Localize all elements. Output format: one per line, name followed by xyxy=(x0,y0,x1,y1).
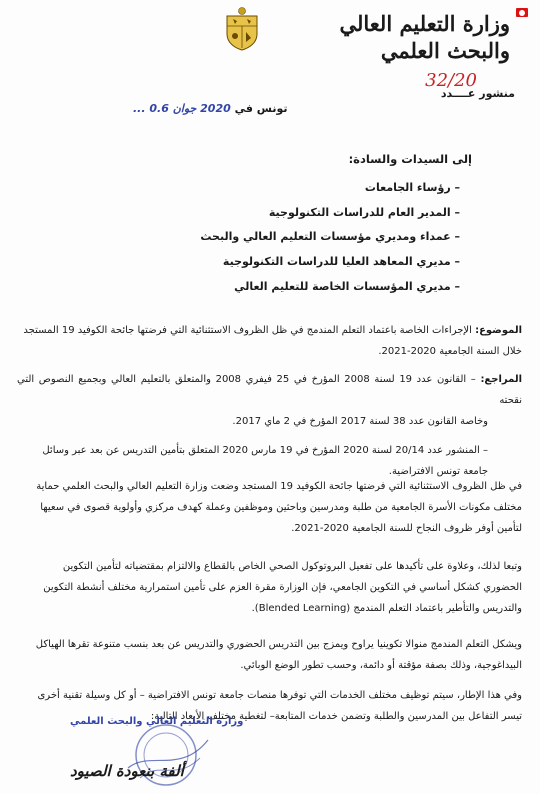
paragraph-line: ويشكل التعلم المندمج منوالا تكوينيا يراوح ويمزج بين التدريس الحضوري والتدريس عن بعد بنسب متنوعة تقرها الهياكل xyxy=(35,639,522,650)
recipient-item: – مديري المعاهد العليا للدراسات التكنولوجية xyxy=(80,255,460,268)
reference-1-line-2: وخاصة القانون عدد 38 لسنة 2017 المؤرخ في 2 ماي 2017. xyxy=(232,416,488,427)
ministry-line-1: وزارة التعليم العالي xyxy=(339,11,510,36)
reference-1-line-1: – القانون عدد 19 لسنة 2008 المؤرخ في 25 فيفري 2008 والمتعلق بالتعليم العالي وبجميع النصوص التي نقحته xyxy=(17,374,522,406)
paragraph-2 xyxy=(17,556,522,619)
recipient-item: – مديري المؤسسات الخاصة للتعليم العالي xyxy=(80,280,460,293)
circular-number-block xyxy=(425,70,515,101)
paragraph-line: تيسر التفاعل بين المدرسين والطلبة وتضمن خدمات المتابعة– لتغطية مختلف الأبعاد التالية: xyxy=(150,711,522,722)
paragraph-line: وتبعا لذلك، وعلاوة على تأكيدها على تفعيل البروتوكول الصحي الخاص بالقطاع والالتزام بمقتضياته لتأمين التكوين xyxy=(62,561,522,572)
paragraph-line: لتأمين أوفر ظروف النجاح للسنة الجامعية 2020-2021. xyxy=(291,523,522,534)
signature-title: وزارة التعليم العالي والبحث العلمي xyxy=(70,716,244,727)
circular-number-label: منشور عــــدد xyxy=(440,87,515,100)
ministry-line-2: والبحث العلمي xyxy=(380,38,510,63)
paragraph-3 xyxy=(17,634,522,676)
ministry-header xyxy=(339,10,510,64)
reference-2-line-1: – المنشور عدد 20/14 لسنة 2020 المؤرخ في 19 مارس 2020 المتعلق بتأمين التدريس عن بعد عبر وسائل xyxy=(42,445,488,456)
references-block xyxy=(17,369,522,482)
date-prefix: تونس في xyxy=(234,102,288,115)
issue-date xyxy=(133,102,288,115)
subject-block xyxy=(17,320,522,362)
recipient-item: – عمداء ومديري مؤسسات التعليم العالي والبحث xyxy=(80,230,460,243)
subject-line-2: خلال السنة الجامعية 2020-2021. xyxy=(378,346,522,357)
salutation: إلى السيدات والسادة: xyxy=(348,152,472,166)
paragraph-1 xyxy=(17,476,522,539)
paragraph-line: البيداغوجية، وذلك بصفة مؤقتة أو دائمة، وحسب تطور الوضع الوبائي. xyxy=(240,660,522,671)
paragraph-line: الحضوري كشكل أساسي في التكوين الجامعي، فإن الوزارة مقرة العزم على تأمين استمرارية مختلف أنشطة التكوين xyxy=(43,582,522,593)
circular-number: 32/20 xyxy=(425,70,477,91)
signatory-name: ألفة بنعودة الصيود xyxy=(70,762,184,780)
subject-line-1: الإجراءات الخاصة باعتماد التعلم المندمج في ظل الظروف الاستثنائية التي فرضتها جائحة الكوفيد 19 المستجد xyxy=(23,325,472,336)
reference-2-line-2: جامعة تونس الافتراضية. xyxy=(388,466,488,477)
paragraph-line: مختلف مكونات الأسرة الجامعية من طلبة ومدرسين وباحثين وموظفين وعملة كهدف مركزي وأولوية قصوى في سعيها xyxy=(40,502,522,513)
recipient-item: – رؤساء الجامعات xyxy=(80,181,460,194)
paragraph-line: وفي هذا الإطار، سيتم توظيف مختلف الخدمات التي توفرها منصات جامعة تونس الافتراضية – أو كل وسيلة تقنية أخرى xyxy=(37,690,522,701)
date-stamp: 2020 جوان 0.6 ... xyxy=(133,102,231,115)
paragraph-line: في ظل الظروف الاستثنائية التي فرضتها جائحة الكوفيد 19 المستجد وضعت وزارة التعليم العالي والبحث العلمي حماية xyxy=(36,481,522,492)
references-label: المراجع: xyxy=(480,374,523,385)
tunisia-flag-icon xyxy=(516,8,528,17)
paragraph-line: والتدريس والتأطير باعتماد التعلم المندمج (Blended Learning). xyxy=(251,603,522,614)
coat-of-arms-icon xyxy=(223,6,261,52)
recipient-item: – المدير العام للدراسات التكنولوجية xyxy=(80,206,460,219)
subject-label: الموضوع: xyxy=(475,325,522,336)
